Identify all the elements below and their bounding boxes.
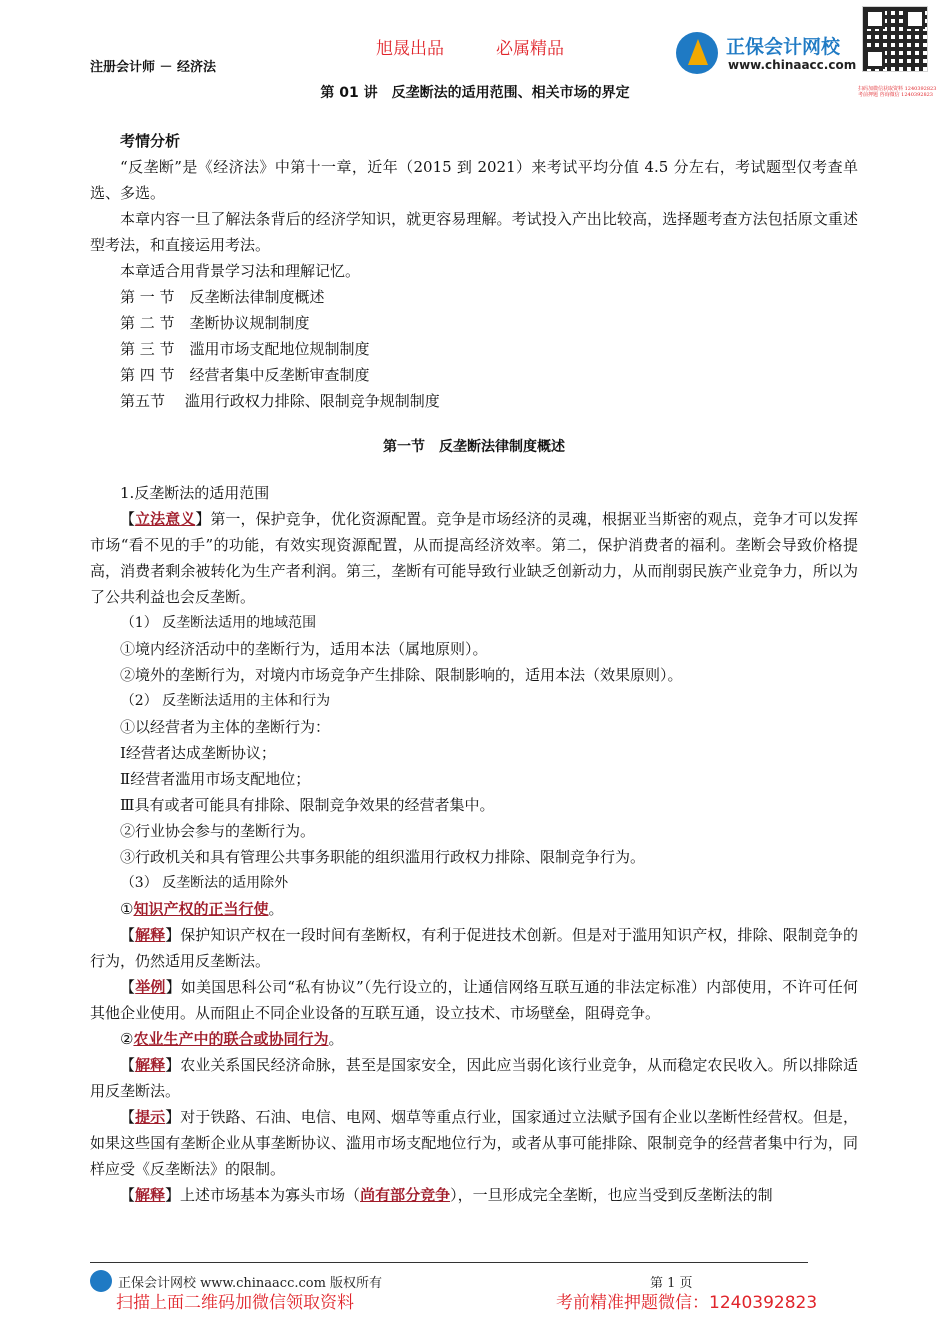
- explain-tag-link[interactable]: 解释: [135, 1056, 166, 1074]
- explain-tag-link[interactable]: 解释: [135, 1186, 166, 1204]
- section-list-item: 第 四 节 经营者集中反垄断审查制度: [120, 366, 370, 384]
- section-1-title: 第一节 反垄断法律制度概述: [383, 439, 565, 455]
- document-body: [90, 128, 858, 1208]
- tip-tag-link[interactable]: 提示: [135, 1108, 166, 1126]
- exemption-2-link[interactable]: 农业生产中的联合或协同行为: [133, 1030, 329, 1048]
- chinaacc-logo[interactable]: [676, 28, 856, 78]
- partial-competition-link[interactable]: 尚有部分竞争: [360, 1186, 451, 1204]
- list-item: Ⅱ经营者滥用市场支配地位；: [120, 770, 311, 788]
- analysis-heading: 考情分析: [120, 132, 181, 150]
- explain-paragraph: 【解释】上述市场基本为寡头市场（尚有部分竞争），一旦形成完全垄断，也应当受到反垄断法的制: [120, 1186, 773, 1204]
- example-tag-link[interactable]: 举例: [135, 978, 166, 996]
- logo-url: www.chinaacc.com: [728, 58, 857, 72]
- course-name: 注册会计师 － 经济法: [90, 60, 217, 75]
- tip-paragraph: 【提示】对于铁路、石油、电信、电网、烟草等重点行业，国家通过立法赋予国有企业以垄断性经营权。但是，如果这些国有垄断企业从事垄断协议、滥用市场支配地位行为，或者从事可能排除、限制竞争的经营者集中行为，同样应受《反垄断法》的限制。: [90, 1108, 858, 1178]
- section-list-item: 第 三 节 滥用市场支配地位规制制度: [120, 340, 370, 358]
- slogan-left: 旭晟出品: [376, 39, 444, 59]
- list-item: Ⅰ经营者达成垄断协议；: [120, 744, 276, 762]
- purpose-tag-link[interactable]: 立法意义: [135, 510, 196, 528]
- promo-right: 考前精准押题微信：1240392823: [556, 1293, 818, 1313]
- footer-divider: [90, 1262, 808, 1263]
- footer-logo-icon: [90, 1270, 112, 1292]
- list-item: ②行业协会参与的垄断行为。: [120, 822, 316, 840]
- exemption-1-link[interactable]: 知识产权的正当行使: [133, 900, 269, 918]
- list-item: ①境内经济活动中的垄断行为，适用本法（属地原则）。: [120, 640, 488, 658]
- section-list-item: 第 二 节 垄断协议规制制度: [120, 314, 310, 332]
- analysis-paragraph-1: “反垄断”是《经济法》中第十一章，近年（2015 到 2021）来考试平均分值 4.5 分左右，考试题型仅考查单选、多选。: [90, 158, 858, 202]
- example-paragraph: 【举例】如美国思科公司“私有协议”（先行设立的，让通信网络互联互通的非法定标准）内部使用，不许可任何其他企业使用。从而阻止不同企业设备的互联互通，设立技术、市场壁垒，阻碍竞争。: [90, 978, 858, 1022]
- qr-code-icon: [862, 6, 928, 72]
- exemption-2: ②农业生产中的联合或协同行为。: [120, 1030, 344, 1048]
- promo-left: 扫描上面二维码加微信领取资料: [116, 1293, 354, 1313]
- footer-copyright: 正保会计网校 www.chinaacc.com 版权所有: [118, 1276, 383, 1291]
- qr-note: 扫码加微信获取资料 1240392823 考前押题 咨询微信 1240392823: [858, 86, 937, 98]
- section-list-item: 第五节 滥用行政权力排除、限制竞争规制制度: [120, 392, 440, 410]
- exemption-1: ①知识产权的正当行使。: [120, 900, 284, 918]
- section-list-item: 第 一 节 反垄断法律制度概述: [120, 288, 325, 306]
- list-item: ②境外的垄断行为，对境内市场竞争产生排除、限制影响的，适用本法（效果原则）。: [120, 666, 683, 684]
- subheading-3: （3） 反垄断法的适用除外: [120, 875, 289, 891]
- subheading-1: （1） 反垄断法适用的地域范围: [120, 615, 317, 631]
- analysis-paragraph-2: 本章内容一旦了解法条背后的经济学知识，就更容易理解。考试投入产出比较高，选择题考查方法包括原文重述型考法，和直接运用考法。: [90, 210, 858, 254]
- list-item: ③行政机关和具有管理公共事务职能的组织滥用行政权力排除、限制竞争行为。: [120, 848, 646, 866]
- logo-emblem-icon: [676, 32, 718, 74]
- explain-paragraph: 【解释】农业关系国民经济命脉，甚至是国家安全，因此应当弱化该行业竞争，从而稳定农民收入。所以排除适用反垄断法。: [90, 1056, 858, 1100]
- item-1-heading: 1.反垄断法的适用范围: [120, 484, 270, 502]
- legislative-purpose-paragraph: 【立法意义】第一，保护竞争，优化资源配置。竞争是市场经济的灵魂，根据亚当斯密的观点，竞争才可以发挥市场“看不见的手”的功能，有效实现资源配置，从而提高经济效率。第二，保护消费者的福利。垄断会导致价格提高，消费者剩余被转化为生产者利润。第三，垄断有可能导致行业缺乏创新动力，从而削弱民族产业竞争力，所以为了公共利益也会反垄断。: [90, 510, 858, 606]
- page-number: 第 1 页: [650, 1276, 693, 1291]
- list-item: Ⅲ具有或者可能具有排除、限制竞争效果的经营者集中。: [120, 796, 495, 814]
- explain-paragraph: 【解释】保护知识产权在一段时间有垄断权，有利于促进技术创新。但是对于滥用知识产权，排除、限制竞争的行为，仍然适用反垄断法。: [90, 926, 858, 970]
- subheading-2: （2） 反垄断法适用的主体和行为: [120, 693, 331, 709]
- analysis-paragraph-3: 本章适合用背景学习法和理解记忆。: [120, 262, 361, 280]
- slogan-right: 必属精品: [496, 39, 564, 59]
- list-item: ①以经营者为主体的垄断行为：: [120, 718, 331, 736]
- lecture-title: 第 01 讲 反垄断法的适用范围、相关市场的界定: [320, 85, 630, 101]
- explain-tag-link[interactable]: 解释: [135, 926, 166, 944]
- logo-name: 正保会计网校: [726, 36, 841, 58]
